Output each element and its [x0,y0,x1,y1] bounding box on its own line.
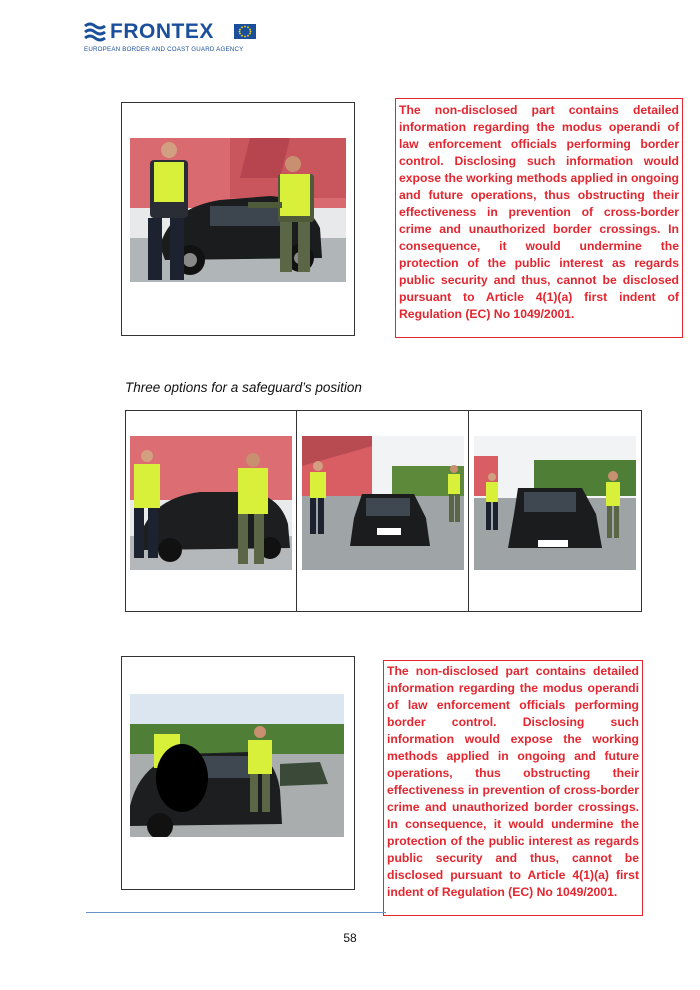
options-table-divider-2 [468,410,469,611]
photo-option-3-front-right [474,436,636,570]
redaction-notice-bottom-text: The non-disclosed part contains detailed information regarding the modus operandi of law enforcement officials performing border control. Disclosing such information would expose the working methods applied in ongoing and future operations, thus obstructing their effectiveness in prevention of cross-border crime and unauthorized border crossings. In consequence, it would undermine the protection of the public interest as regards public security and thus, cannot be disclosed pursuant to Article 4(1)(a) first indent of Regulation (EC) No 1049/2001. [387,664,639,899]
photo-officer-at-car-redacted [130,694,344,837]
frontex-waves-icon [84,22,106,42]
photo-officers-checking-car [130,138,346,282]
logo-wordmark: FRONTEX [110,20,214,43]
options-table-divider-1 [296,410,297,611]
redaction-notice-top-text: The non-disclosed part contains detailed information regarding the modus operandi of law enforcement officials performing border control. Disclosing such information would expose the working methods applied in ongoing and future operations, thus obstructing their effectiveness in prevention of cross-border crime and unauthorized border crossings. In consequence, it would undermine the protection of the public interest as regards public security and thus, cannot be disclosed pursuant to Article 4(1)(a) first indent of Regulation (EC) No 1049/2001. [399,103,679,321]
eu-flag-icon [234,24,256,39]
photo-option-2-front-left [302,436,464,570]
redaction-notice-top [395,98,683,338]
logo-subtitle: EUROPEAN BORDER AND COAST GUARD AGENCY [84,46,244,53]
page-number: 58 [343,931,357,945]
photo-option-1-side [130,436,292,570]
footer-rule [86,912,386,913]
redaction-notice-bottom [383,660,643,916]
frontex-logo [84,22,264,58]
figure-caption: Three options for a safeguard’s position [125,380,362,395]
